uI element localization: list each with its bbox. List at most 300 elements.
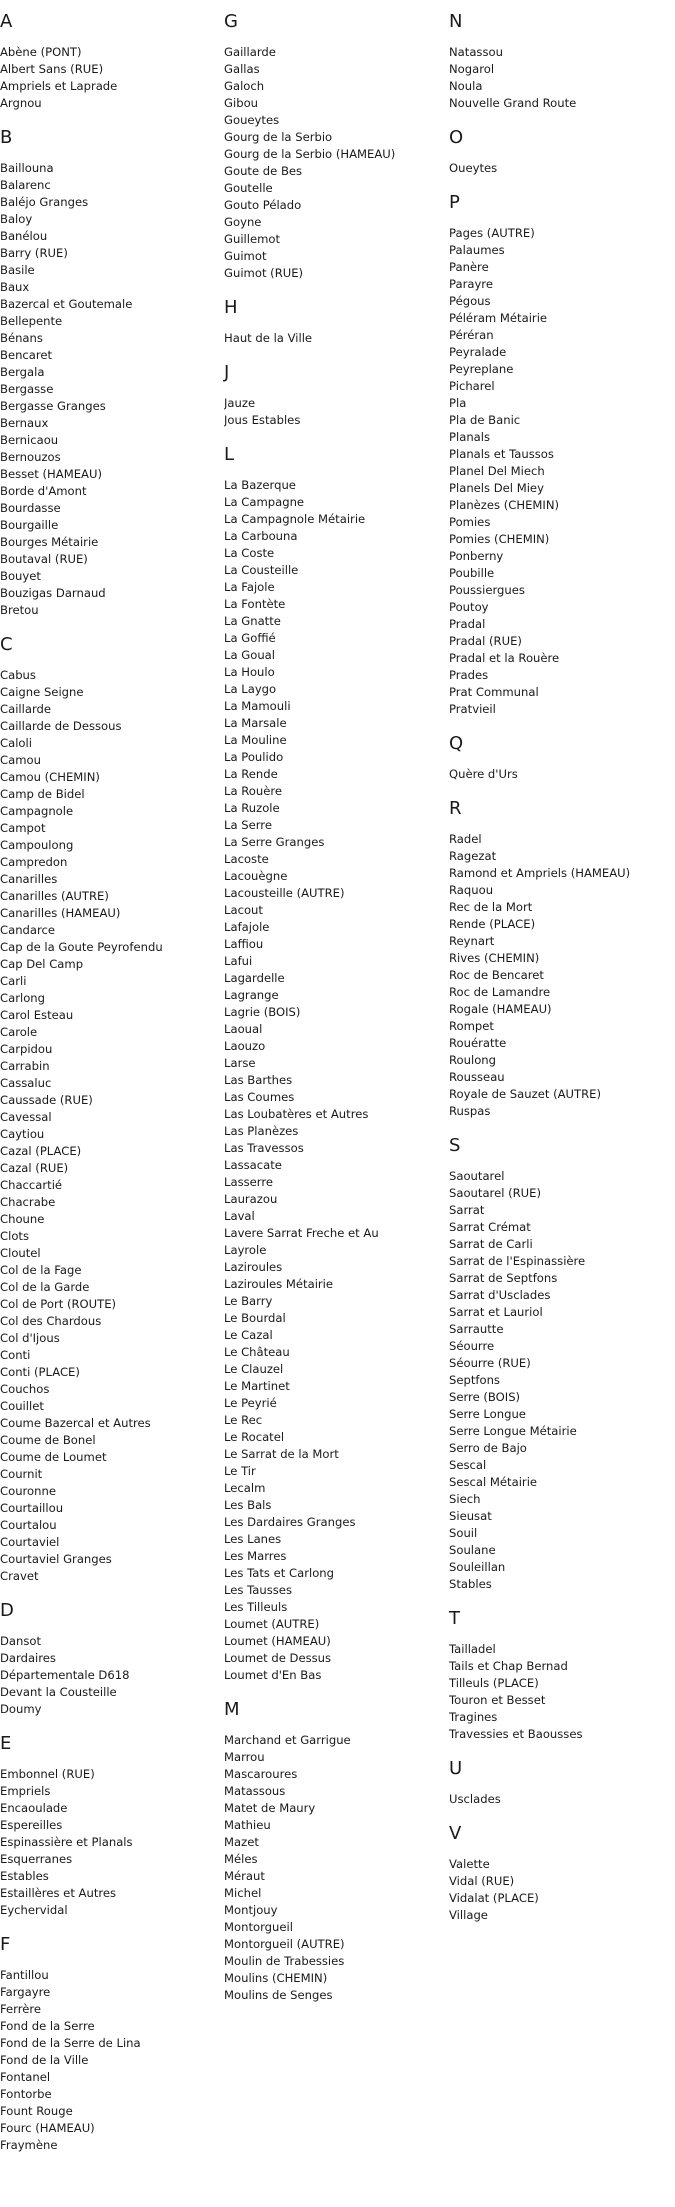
letter-section <box>0 1935 220 2154</box>
place-name: Encaoulade <box>0 1801 68 1815</box>
place-list <box>449 160 669 177</box>
place-name: Ruspas <box>449 1104 491 1118</box>
place-name: Gourg de la Serbio <box>224 130 333 144</box>
place-name: Sarrat de l'Espinassière <box>449 1254 586 1268</box>
place-name: Laffiou <box>224 937 264 951</box>
place-name: Tails et Chap Bernad <box>449 1659 568 1673</box>
place-name: Fond de la Ville <box>0 2053 89 2067</box>
place-name: Carlong <box>0 991 45 1005</box>
place-name: Baillouna <box>0 161 54 175</box>
place-name: Les Tausses <box>224 1583 292 1597</box>
place-name: Dansot <box>0 1634 42 1648</box>
place-name: La Marsale <box>224 716 287 730</box>
place-list <box>0 160 220 619</box>
place-name: Galoch <box>224 79 265 93</box>
place-name: Montjouy <box>224 1903 278 1917</box>
place-name: Tailladel <box>449 1642 496 1656</box>
place-name: Noula <box>449 79 483 93</box>
place-name: La Bazerque <box>224 478 296 492</box>
place-name: Prades <box>449 668 489 682</box>
place-name: Bénans <box>0 331 43 345</box>
place-name: Col de la Garde <box>0 1280 90 1294</box>
letter-section <box>0 1601 220 1718</box>
place-name: Palaumes <box>449 243 505 257</box>
section-letter-heading: H <box>224 297 238 318</box>
place-name: Laziroules <box>224 1260 283 1274</box>
letter-section <box>449 1136 669 1593</box>
place-name: Dardaires <box>0 1651 56 1665</box>
place-name: Courtaviel Granges <box>0 1552 112 1566</box>
place-name: Moulin de Trabessies <box>224 1954 345 1968</box>
section-letter-heading: R <box>449 798 462 819</box>
place-name: Guillemot <box>224 232 281 246</box>
place-name: Pomies (CHEMIN) <box>449 532 550 546</box>
place-name: Argnou <box>0 96 42 110</box>
place-name: Lecalm <box>224 1481 266 1495</box>
letter-section <box>449 193 669 718</box>
place-name: Vidalat (PLACE) <box>449 1891 539 1905</box>
place-name: Planel Del Miech <box>449 464 545 478</box>
letter-section <box>224 1700 444 2004</box>
place-name: Rives (CHEMIN) <box>449 951 540 965</box>
place-list <box>0 1967 220 2154</box>
place-name: Las Loubatères et Autres <box>224 1107 369 1121</box>
place-name: Le Peyrié <box>224 1396 277 1410</box>
place-name: Le Bourdal <box>224 1311 286 1325</box>
letter-section <box>449 1609 669 1743</box>
place-name: Lacoste <box>224 852 269 866</box>
place-name: Espinassière et Planals <box>0 1835 133 1849</box>
place-name: Sarrat et Lauriol <box>449 1305 543 1319</box>
place-name: Mathieu <box>224 1818 271 1832</box>
place-name: Saoutarel <box>449 1169 505 1183</box>
place-name: Stables <box>449 1577 492 1591</box>
place-name: Las Planèzes <box>224 1124 299 1138</box>
section-letter-heading: T <box>449 1608 460 1629</box>
place-name: Candarce <box>0 923 56 937</box>
place-name: Estables <box>0 1869 49 1883</box>
place-name: Septfons <box>449 1373 500 1387</box>
place-name: Le Château <box>224 1345 290 1359</box>
place-name: Las Barthes <box>224 1073 293 1087</box>
place-name: Travessies et Baousses <box>449 1727 583 1741</box>
letter-section <box>224 298 444 347</box>
place-name: Rousseau <box>449 1070 505 1084</box>
place-name: La Carbouna <box>224 529 298 543</box>
place-name: Départementale D618 <box>0 1668 130 1682</box>
place-name: Pégous <box>449 294 491 308</box>
place-name: Empriels <box>0 1784 51 1798</box>
place-name: Fount Rouge <box>0 2104 73 2118</box>
place-name: Baloy <box>0 212 33 226</box>
place-name: Tilleuls (PLACE) <box>449 1676 539 1690</box>
place-name: Las Coumes <box>224 1090 295 1104</box>
place-name: Pradal <box>449 617 486 631</box>
column-2 <box>224 12 444 2020</box>
place-list <box>449 1641 669 1743</box>
place-name: Michel <box>224 1886 262 1900</box>
place-name: La Rouère <box>224 784 283 798</box>
place-name: Bouzigas Darnaud <box>0 586 106 600</box>
place-name: Lacousteille (AUTRE) <box>224 886 345 900</box>
place-name: Pla <box>449 396 467 410</box>
place-name: Ramond et Ampriels (HAMEAU) <box>449 866 631 880</box>
place-name: Fontorbe <box>0 2087 52 2101</box>
place-name: Laval <box>224 1209 255 1223</box>
place-name: Natassou <box>449 45 503 59</box>
place-name: Laoual <box>224 1022 263 1036</box>
place-name: La Houlo <box>224 665 275 679</box>
place-name: Laouzo <box>224 1039 266 1053</box>
place-list <box>449 44 669 112</box>
place-name: Tragines <box>449 1710 498 1724</box>
place-name: Lacouègne <box>224 869 288 883</box>
place-name: Planèzes (CHEMIN) <box>449 498 560 512</box>
letter-section <box>224 363 444 429</box>
place-name: Valette <box>449 1857 490 1871</box>
place-name: Eychervidal <box>0 1903 68 1917</box>
place-name: La Cousteille <box>224 563 299 577</box>
place-name: Le Barry <box>224 1294 273 1308</box>
place-name: Picharel <box>449 379 495 393</box>
place-name: La Mamouli <box>224 699 291 713</box>
place-name: Col d'Ijous <box>0 1331 60 1345</box>
place-name: Fourc (HAMEAU) <box>0 2121 95 2135</box>
place-name: Rec de la Mort <box>449 900 533 914</box>
place-name: Matet de Maury <box>224 1801 316 1815</box>
place-name: Boutaval (RUE) <box>0 552 88 566</box>
section-letter-heading: N <box>449 11 463 32</box>
place-name: Planels Del Miey <box>449 481 544 495</box>
place-name: Cassaluc <box>0 1076 52 1090</box>
place-name: Bernaux <box>0 416 49 430</box>
place-list <box>449 1168 669 1593</box>
place-name: Goute de Bes <box>224 164 303 178</box>
place-name: Les Tats et Carlong <box>224 1566 335 1580</box>
place-name: La Fontète <box>224 597 286 611</box>
place-name: Village <box>449 1908 488 1922</box>
place-name: Basile <box>0 263 35 277</box>
letter-section <box>449 128 669 177</box>
place-name: Le Sarrat de la Mort <box>224 1447 339 1461</box>
place-name: Fond de la Serre <box>0 2019 95 2033</box>
place-name: Radel <box>449 832 482 846</box>
place-name: Devant la Cousteille <box>0 1685 117 1699</box>
place-name: Camp de Bidel <box>0 787 85 801</box>
place-name: Banélou <box>0 229 48 243</box>
place-name: Marrou <box>224 1750 265 1764</box>
place-name: Courtaillou <box>0 1501 64 1515</box>
place-name: Bretou <box>0 603 39 617</box>
place-name: Cazal (PLACE) <box>0 1144 82 1158</box>
place-name: La Campagnole Métairie <box>224 512 366 526</box>
place-name: La Campagne <box>224 495 305 509</box>
place-name: Roulong <box>449 1053 496 1067</box>
place-name: Sieusat <box>449 1509 492 1523</box>
place-name: Siech <box>449 1492 481 1506</box>
place-name: Laurazou <box>224 1192 278 1206</box>
place-name: Caigne Seigne <box>0 685 84 699</box>
place-name: Canarilles <box>0 872 58 886</box>
place-name: Pradal (RUE) <box>449 634 522 648</box>
place-name: Soulane <box>449 1543 496 1557</box>
place-name: Souil <box>449 1526 478 1540</box>
place-name: Pratvieil <box>449 702 496 716</box>
place-name: Borde d'Amont <box>0 484 87 498</box>
place-name: Serro de Bajo <box>449 1441 527 1455</box>
place-name: Royale de Sauzet (AUTRE) <box>449 1087 601 1101</box>
place-list <box>449 1856 669 1924</box>
place-name: Les Tilleuls <box>224 1600 288 1614</box>
place-name: Rende (PLACE) <box>449 917 536 931</box>
letter-section <box>0 128 220 619</box>
place-name: Cournit <box>0 1467 43 1481</box>
place-name: Embonnel (RUE) <box>0 1767 95 1781</box>
place-name: Loumet de Dessus <box>224 1651 332 1665</box>
place-name: Baux <box>0 280 30 294</box>
place-name: Moulins de Senges <box>224 1988 333 2002</box>
letter-section <box>449 1759 669 1808</box>
place-name: Ponberny <box>449 549 504 563</box>
place-name: Col de la Fage <box>0 1263 82 1277</box>
place-name: Carli <box>0 974 27 988</box>
place-name: Camou <box>0 753 41 767</box>
place-name: Laziroules Métairie <box>224 1277 334 1291</box>
place-name: Courtalou <box>0 1518 57 1532</box>
place-name: Mazet <box>224 1835 259 1849</box>
place-name: Lavere Sarrat Freche et Au <box>224 1226 379 1240</box>
place-name: Doumy <box>0 1702 42 1716</box>
place-name: La Poulido <box>224 750 284 764</box>
place-name: Esquerranes <box>0 1852 73 1866</box>
place-name: Caillarde <box>0 702 52 716</box>
place-name: Poutoy <box>449 600 489 614</box>
place-name: Séourre (RUE) <box>449 1356 531 1370</box>
place-name: Saoutarel (RUE) <box>449 1186 542 1200</box>
place-name: Bourges Métairie <box>0 535 99 549</box>
place-list <box>224 1732 444 2004</box>
place-name: Panère <box>449 260 489 274</box>
place-name: Las Travessos <box>224 1141 304 1155</box>
place-name: Nouvelle Grand Route <box>449 96 577 110</box>
place-name: Pomies <box>449 515 491 529</box>
place-name: Cabus <box>0 668 36 682</box>
place-name: Lafajole <box>224 920 270 934</box>
place-name: Canarilles (AUTRE) <box>0 889 109 903</box>
place-name: Serre Longue <box>449 1407 526 1421</box>
place-name: Planals <box>449 430 491 444</box>
place-name: Sarrat de Septfons <box>449 1271 558 1285</box>
place-name: La Serre Granges <box>224 835 325 849</box>
place-name: Chaccartié <box>0 1178 63 1192</box>
place-name: Guimot (RUE) <box>224 266 304 280</box>
place-name: Chacrabe <box>0 1195 56 1209</box>
place-name: Sescal <box>449 1458 487 1472</box>
place-list <box>0 1766 220 1919</box>
place-name: Le Rocatel <box>224 1430 285 1444</box>
place-name: Couillet <box>0 1399 44 1413</box>
place-name: Pradal et la Rouère <box>449 651 560 665</box>
place-list <box>0 1633 220 1718</box>
place-name: Haut de la Ville <box>224 331 313 345</box>
section-letter-heading: U <box>449 1758 463 1779</box>
place-name: Rogale (HAMEAU) <box>449 1002 552 1016</box>
place-name: Parayre <box>449 277 493 291</box>
place-name: Peyreplane <box>449 362 514 376</box>
place-name: Serre (BOIS) <box>449 1390 521 1404</box>
place-name: Carpidou <box>0 1042 53 1056</box>
section-letter-heading: V <box>449 1823 462 1844</box>
place-list <box>224 44 444 282</box>
place-name: Larse <box>224 1056 256 1070</box>
section-letter-heading: S <box>449 1135 461 1156</box>
place-name: Caillarde de Dessous <box>0 719 122 733</box>
section-letter-heading: D <box>0 1600 14 1621</box>
section-letter-heading: B <box>0 127 13 148</box>
place-name: Espereilles <box>0 1818 63 1832</box>
place-name: Péléram Métairie <box>449 311 548 325</box>
place-name: Péréran <box>449 328 494 342</box>
place-name: Albert Sans (RUE) <box>0 62 104 76</box>
place-name: La Fajole <box>224 580 275 594</box>
place-name: La Goual <box>224 648 276 662</box>
place-name: Ferrère <box>0 2002 42 2016</box>
place-name: Quère d'Urs <box>449 767 518 781</box>
place-list <box>0 44 220 112</box>
place-name: Poussiergues <box>449 583 525 597</box>
place-name: Sarrat Crémat <box>449 1220 531 1234</box>
place-name: Jous Estables <box>224 413 301 427</box>
place-name: Vidal (RUE) <box>449 1874 515 1888</box>
place-name: Guimot <box>224 249 267 263</box>
place-name: Les Marres <box>224 1549 287 1563</box>
place-name: Touron et Besset <box>449 1693 546 1707</box>
place-list <box>449 1791 669 1808</box>
place-name: Montorgueil <box>224 1920 293 1934</box>
section-letter-heading: Q <box>449 733 464 754</box>
place-name: Bouyet <box>0 569 41 583</box>
letter-section <box>449 1824 669 1924</box>
place-name: Roc de Lamandre <box>449 985 551 999</box>
place-name: Montorgueil (AUTRE) <box>224 1937 345 1951</box>
place-name: Rompet <box>449 1019 494 1033</box>
place-name: Fargayre <box>0 1985 51 1999</box>
place-name: Fantillou <box>0 1968 49 1982</box>
place-name: Bourgaille <box>0 518 59 532</box>
place-name: Couronne <box>0 1484 56 1498</box>
place-name: Lassacate <box>224 1158 282 1172</box>
place-name: Lasserre <box>224 1175 273 1189</box>
place-name: Le Martinet <box>224 1379 290 1393</box>
place-name: Raquou <box>449 883 494 897</box>
place-name: Abène (PONT) <box>0 45 82 59</box>
place-name: Les Lanes <box>224 1532 282 1546</box>
place-name: Peyralade <box>449 345 507 359</box>
place-name: La Ruzole <box>224 801 280 815</box>
place-name: Cavessal <box>0 1110 52 1124</box>
place-name: Campredon <box>0 855 68 869</box>
place-name: Caloli <box>0 736 32 750</box>
place-name: Lagrange <box>224 988 279 1002</box>
place-name: Nogarol <box>449 62 495 76</box>
place-name: Rouératte <box>449 1036 507 1050</box>
place-name: Bernouzos <box>0 450 61 464</box>
place-name: Poubille <box>449 566 495 580</box>
place-name: Serre Longue Métairie <box>449 1424 577 1438</box>
letter-section <box>0 1734 220 1919</box>
place-name: Carol Esteau <box>0 1008 74 1022</box>
place-name: Le Rec <box>224 1413 263 1427</box>
place-name: Estaillères et Autres <box>0 1886 117 1900</box>
place-name: Carrabin <box>0 1059 50 1073</box>
section-letter-heading: F <box>0 1934 11 1955</box>
place-name: Bergala <box>0 365 45 379</box>
place-name: Campagnole <box>0 804 74 818</box>
place-list <box>449 831 669 1120</box>
place-name: La Goffié <box>224 631 276 645</box>
section-letter-heading: C <box>0 634 13 655</box>
place-name: Loumet (AUTRE) <box>224 1617 320 1631</box>
place-name: Layrole <box>224 1243 267 1257</box>
place-name: Barry (RUE) <box>0 246 68 260</box>
place-list <box>224 395 444 429</box>
place-name: Goueytes <box>224 113 280 127</box>
place-name: Carole <box>0 1025 38 1039</box>
place-name: Lafui <box>224 954 253 968</box>
place-name: Cap Del Camp <box>0 957 84 971</box>
column-1 <box>0 12 220 2170</box>
place-name: Sarrat de Carli <box>449 1237 533 1251</box>
place-name: Gaillarde <box>224 45 276 59</box>
place-name: Mascaroures <box>224 1767 298 1781</box>
section-letter-heading: J <box>224 362 230 383</box>
place-name: Besset (HAMEAU) <box>0 467 102 481</box>
place-name: Pages (AUTRE) <box>449 226 535 240</box>
place-name: Balarenc <box>0 178 51 192</box>
place-name: Cap de la Goute Peyrofendu <box>0 940 163 954</box>
place-name: Gallas <box>224 62 260 76</box>
place-name: Planals et Taussos <box>449 447 554 461</box>
place-name: Bazercal et Goutemale <box>0 297 133 311</box>
place-name: Fraymène <box>0 2138 58 2152</box>
section-letter-heading: L <box>224 444 235 465</box>
place-name: Sarrautte <box>449 1322 504 1336</box>
place-name: Bernicaou <box>0 433 59 447</box>
place-list <box>449 766 669 783</box>
place-name: Bergasse <box>0 382 54 396</box>
section-letter-heading: E <box>0 1733 12 1754</box>
place-name: La Rende <box>224 767 278 781</box>
place-name: Gouto Pélado <box>224 198 302 212</box>
place-name: Cloutel <box>0 1246 41 1260</box>
place-name: Moulins (CHEMIN) <box>224 1971 328 1985</box>
place-name: Les Bals <box>224 1498 272 1512</box>
letter-section <box>449 12 669 112</box>
place-name: La Laygo <box>224 682 277 696</box>
letter-section <box>0 635 220 1585</box>
place-name: La Coste <box>224 546 275 560</box>
place-name: Conti (PLACE) <box>0 1365 80 1379</box>
place-name: Pla de Banic <box>449 413 521 427</box>
letter-section <box>449 734 669 783</box>
place-name: Lagardelle <box>224 971 285 985</box>
place-name: Fond de la Serre de Lina <box>0 2036 141 2050</box>
place-list <box>0 667 220 1585</box>
place-name: Col de Port (ROUTE) <box>0 1297 117 1311</box>
place-name: Méraut <box>224 1869 265 1883</box>
place-name: Bencaret <box>0 348 53 362</box>
place-name: Séourre <box>449 1339 495 1353</box>
